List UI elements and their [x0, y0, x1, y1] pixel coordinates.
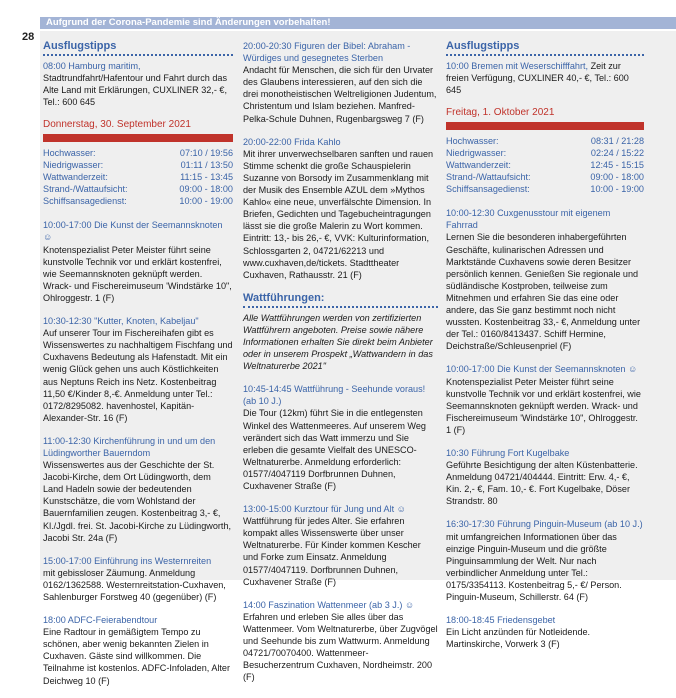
- event-entry: [43, 614, 233, 687]
- tide-label: Strand-/Wattaufsicht:: [446, 172, 531, 183]
- section-heading-wattfuehrungen: Wattführungen:: [243, 292, 438, 308]
- event-entry: [446, 207, 644, 352]
- event-title: 10:00-12:30 Cuxgenusstour mit eigenem Fahrrad: [446, 208, 611, 231]
- tide-label: Wattwanderzeit:: [43, 172, 108, 183]
- event-description: Ein Licht anzünden für Notleidende. Martinskirche, Vorwerk 3 (F): [446, 627, 591, 650]
- tide-row: [446, 171, 644, 183]
- event-entry: [243, 503, 438, 588]
- event-description: Erfahren und erleben Sie alles über das Wattenmeer. Vom Weltnaturerbe, über Zugvögel und Seehunde bis zum Wattwurm. Anmeldung 04721/70070400. Wattenmeer-Besucherzentrum Cuxhaven, Nordheimstr. 200 (F): [243, 611, 438, 683]
- event-entry: [446, 518, 644, 603]
- event-title: 18:00-18:45 Friedensgebet: [446, 615, 556, 626]
- event-description: Eine Radtour in gemäßigtem Tempo zu schönen, aber wenig bekannten Zielen in Cuxhaven. Gäste sind willkommen. Die Teilnahme ist kostenlos. ADFC-Infoladen, Alter Deichweg 10 (F): [43, 627, 231, 686]
- tide-row: [446, 147, 644, 159]
- event-title: 15:00-17:00 Einführung ins Westernreiten: [43, 555, 212, 566]
- tide-row: [446, 183, 644, 195]
- event-description: mit gebissloser Zäumung. Anmeldung 0162/1362588. Westernreitstation-Cuxhaven, Sahlenburger Forstweg 40 (gegenüber) (F): [43, 567, 226, 602]
- tide-value: 01:11 / 13:50: [180, 160, 233, 171]
- tide-value: 07:10 / 19:56: [179, 148, 233, 159]
- column-friday: [446, 40, 644, 661]
- event-title: 10:30-12:30 "Kutter, Knoten, Kabeljau": [43, 316, 199, 327]
- event-description: mit umfangreichen Informationen über das einzige Pinguin-Museum und die größte Pinguinsammlung der Welt. Nur nach verbindlicher Anmeldung unter Tel.: 0175/3354113. Kostenbeitrag 5,- €/ Person. Pinguin-Museum, Schillerstr. 64 (F): [446, 531, 622, 602]
- day-divider-bar: [43, 134, 233, 142]
- tide-row: [446, 159, 644, 171]
- event-description: Andacht für Menschen, die sich für den Urvater des Glaubens interessieren, auf den sich die drei monotheistischen Weltreligionen Judentum, Christentum und Islam beziehen. Manfred-Pelka-Schule Duhnen, Rugenbargsweg 7 (F): [243, 65, 437, 124]
- excursion-tip: [43, 60, 233, 108]
- event-entry: [43, 555, 233, 603]
- tide-row: [43, 147, 233, 159]
- tide-row: [43, 183, 233, 195]
- tide-row: [43, 171, 233, 183]
- tide-label: Wattwanderzeit:: [446, 160, 511, 171]
- tide-row: [43, 159, 233, 171]
- mudflat-tours-note: Alle Wattführungen werden von zertifizierten Wattführern angeboten. Preise sowie nähere Informationen erhalten Sie direkt beim Anbieter oder in unserem Prospekt „Wattwandern in das Weltnaturerbe 2021": [243, 312, 433, 372]
- event-description: Knotenspezialist Peter Meister führt seine kunstvolle Technik vor und erklärt kostenfrei, wie Seemannsknoten geknüpft werden. Wrack- und Fischereimuseum 'Windstärke 10", Ohlroggestr. 1 (F): [446, 376, 641, 435]
- tide-table: [43, 147, 233, 207]
- tide-value: 12:45 - 15:15: [590, 160, 644, 171]
- section-heading-ausflugstipps: Ausflugstipps: [446, 40, 644, 56]
- event-entry: [43, 315, 233, 424]
- tide-value: 11:15 - 13:45: [180, 172, 233, 183]
- event-title: 16:30-17:30 Führung Pinguin-Museum (ab 10 J.): [446, 519, 643, 530]
- excursion-tip-title: 10:00 Bremen mit Weserschifffahrt,: [446, 61, 589, 71]
- tide-label: Hochwasser:: [43, 148, 96, 159]
- event-entry: [243, 599, 438, 684]
- event-description: Mit ihrer unverwechselbaren sanften und rauen Stimme schenkt die große Schauspielerin Suzanne von Borsody im Zusammenklang mit der Musik des Ensemble AZUL dem »Mythos Kahlo« eine neue, unverfälschte Dimension. In Briefen, Gedichten und Tagebucheintragungen lässt sie die große Malerin zu Wort kommen. Eintritt: 13,- bis 26,- €, VVK: Kulturinformation, Schlossgarten 2, 04721/62213 und www.cuxhaven,de/tickets. Stadttheater Cuxhaven, Rathausstr. 21 (F): [243, 148, 434, 280]
- tide-value: 08:31 / 21:28: [590, 136, 644, 147]
- day-heading: Freitag, 1. Oktober 2021: [446, 107, 555, 119]
- event-entry: [43, 219, 233, 304]
- event-entry: [243, 383, 438, 492]
- tide-label: Schiffsansagedienst:: [446, 184, 530, 195]
- event-title: 18:00 ADFC-Feierabendtour: [43, 615, 158, 626]
- tide-table: [446, 135, 644, 195]
- section-heading-ausflugstipps: Ausflugstipps: [43, 40, 233, 56]
- event-entry: [446, 447, 644, 507]
- excursion-tip-body: Stadtrundfahrt/Hafentour und Fahrt durch das Alte Land mit Erklärungen, CUXLINER 32,- €, Tel.: 600 645: [43, 73, 228, 108]
- event-title: 11:00-12:30 Kirchenführung in und um den Lüdingworther Bauerndom: [43, 435, 216, 458]
- corona-notice-banner: Aufgrund der Corona-Pandemie sind Änderungen vorbehalten!: [40, 17, 676, 29]
- tide-label: Hochwasser:: [446, 136, 499, 147]
- event-description: Knotenspezialist Peter Meister führt seine kunstvolle Technik vor und erklärt kostenfrei, wie Seemannsknoten geknüpft werden. Wrack- und Fischereimuseum 'Windstärke 10", Ohlroggestr. 1 (F): [43, 244, 232, 303]
- event-title: 14:00 Faszination Wattenmeer (ab 3 J.) ☺: [243, 599, 415, 610]
- tide-row: [43, 195, 233, 207]
- event-description: Die Tour (12km) führt Sie in die entlegensten Winkel des Wattenmeeres. Auf unserem Weg verändert sich das Watt immerzu und Sie erleben die gesamte Vielfalt des UNESCO-Weltnaturerbe. Anmeldung erforderlich: 01577/4047119 Dorfbrunnen Duhnen, Cuxhavener Straße (F): [243, 408, 426, 491]
- tide-value: 09:00 - 18:00: [590, 172, 644, 183]
- event-description: Auf unserer Tour im Fischereihafen gibt es Wissenswertes zu nachhaltigem Fischfang und Cuxhavens Bedeutung als Hafenstadt. Mit ein wenig Glück gehen uns auch Köstlichkeiten aus Neptuns Reich ins Netz. Kostenbeitrag 11,50 €/Kinder 8,-€. Anmeldung unter Tel.: 0172/8295082. havenhostel, Kapitän-Alexander-Str. 16 (F): [43, 328, 233, 423]
- page-number: 28: [22, 31, 35, 43]
- tide-label: Strand-/Wattaufsicht:: [43, 184, 128, 195]
- tide-label: Schiffsansagedienst:: [43, 196, 127, 207]
- event-entry: [446, 363, 644, 436]
- event-title: 20:00-20:30 Figuren der Bibel: Abraham - Würdiges und gesegnetes Sterben: [243, 41, 411, 64]
- excursion-tip-title: 08:00 Hamburg maritim,: [43, 61, 141, 71]
- event-entry: [43, 435, 233, 544]
- event-description: Lernen Sie die besonderen inhabergeführten Geschäfte, kulinarischen Adressen und Marktstände Cuxhavens sowie deren Besitzer persönlich kennen. Genießen Sie regionale und südländische Kostproben, teilweise zum Mitnehmen und erfahren Sie das eine oder andere, das Sie ganz bestimmt noch nicht wussten. Kostenbeitrag 33,- €, Anmeldung unter der Tel.: 0160/8413437. Schiff Hermine, Deichstraße/Schleusenpriel (F): [446, 232, 641, 352]
- event-title: 13:00-15:00 Kurztour für Jung und Alt ☺: [243, 504, 406, 515]
- event-title: 10:45-14:45 Wattführung - Seehunde voraus! (ab 10 J.): [243, 384, 426, 407]
- tide-value: 10:00 - 19:00: [179, 196, 233, 207]
- event-title: 10:30 Führung Fort Kugelbake: [446, 447, 570, 458]
- event-entry: [243, 40, 438, 125]
- column-evening-and-mudflat: [243, 40, 438, 694]
- event-title: 10:00-17:00 Die Kunst der Seemannsknoten ☺: [446, 364, 638, 375]
- tide-value: 09:00 - 18:00: [179, 184, 233, 195]
- day-heading: Donnerstag, 30. September 2021: [43, 119, 191, 131]
- event-description: Geführte Besichtigung der alten Küstenbatterie. Anmeldung 04721/404444. Eintritt: Erw. 4,- €, Kin. 2,- €, Fam. 10,- €. Fort Kugelbake, Döser Strandstr. 80: [446, 460, 638, 507]
- event-title: 20:00-22:00 Frida Kahlo: [243, 136, 341, 147]
- tide-label: Niedrigwasser:: [446, 148, 507, 159]
- excursion-tip-body: Zeit zur freien Verfügung, CUXLINER 40,- €, Tel.: 600 645: [446, 61, 629, 96]
- event-title: 10:00-17:00 Die Kunst der Seemannsknoten ☺: [43, 220, 223, 243]
- tide-value: 10:00 - 19:00: [590, 184, 644, 195]
- event-description: Wissenswertes aus der Geschichte der St. Jacobi-Kirche, dem Ort Lüdingworth, dem Land Hadeln sowie der bedeutenden Kunstschätze, die vom Wohlstand der Bauernfamilien zeugen. Kostenbeitrag 3,- €, Kl./Jgdl. frei. St. Jacobi-Kirche zu Lüdingworth, Jacobi Str. 24a (F): [43, 460, 232, 543]
- event-description: Wattführung für jedes Alter. Sie erfahren kompakt alles Wissenswerte über unser Weltnaturerbe. Für Kinder kommen Kescher und Forke zum Einsatz. Anmeldung 01577/4047119. Dorfbrunnen Duhnen, Cuxhavener Straße (F): [243, 516, 421, 587]
- tide-value: 02:24 / 15:22: [590, 148, 644, 159]
- tide-row: [446, 135, 644, 147]
- excursion-tip: [446, 60, 644, 96]
- event-entry: [446, 614, 644, 650]
- tide-label: Niedrigwasser:: [43, 160, 104, 171]
- day-divider-bar: [446, 122, 644, 130]
- event-entry: [243, 136, 438, 281]
- column-thursday: [43, 40, 233, 698]
